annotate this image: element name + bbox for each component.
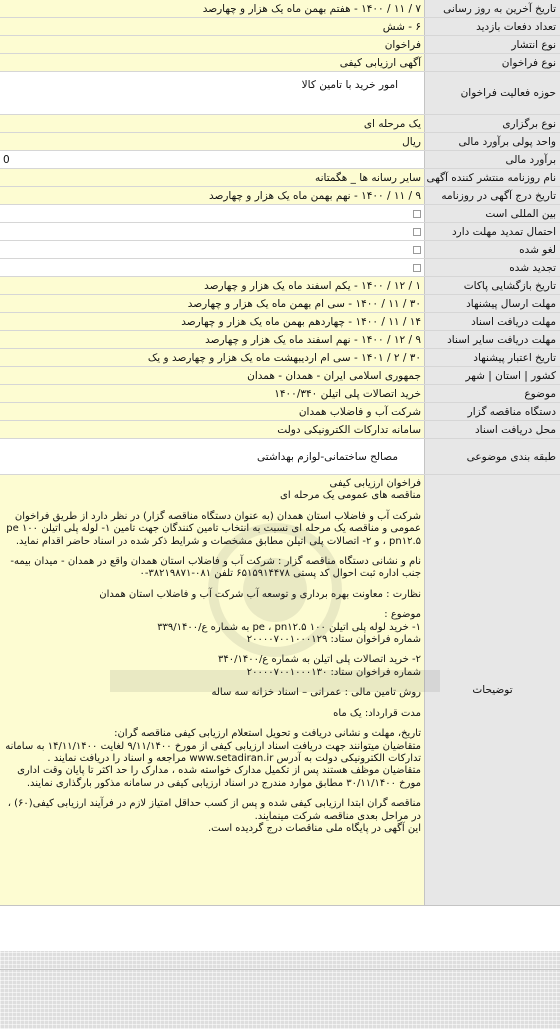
value-call-type: آگهی ارزیابی کیفی [0,54,424,71]
row-activity-area [0,72,560,115]
cancelled-checkbox[interactable] [413,246,421,254]
description-paragraph: تاریخ، مهلت و نشانی دریافت و تحویل استعلام ارزیابی کیفی مناقصه گران: متقاضیان میتوانند جهت دریافت اسناد ارزیابی کیفی از مورخ ۹/۱۱/۱۴۰۰ لغایت ۱۴/۱۱/۱۴۰۰ به سامانه تدارکات الکترونیکی دولت به آدرس www.setadiran.ir مراجعه و اسناد را دریافت نمایند . متقاضیان موظف هستند پس از تکمیل مدارک خواسته شده ، مدارک را حد اکثر تا پایان وقت اداری مورخ ۳۰/۱۱/۱۴۰۰ مطابق موارد مندرج در اسناد ارزیابی کیفی در سامانه مذکور بارگذاری نمایند. [5,728,421,789]
label-ad-date: تاریخ درج آگهی در روزنامه [424,187,560,204]
description-paragraph: مناقصه گران ابتدا ارزیابی کیفی شده و پس از کسب حداقل امتیاز لازم در فرآیند ارزیابی کیفی(۶۰) ، در مراحل بعدی مناقصه شرکت مینمایند. این آگهی در پایگاه ملی مناقصات درج گردیده است. [7,798,421,834]
description-paragraph: نظارت : معاونت بهره برداری و توسعه آب شرکت آب و فاضلاب استان همدان [99,588,421,600]
row-other-docs [0,331,560,349]
description-paragraph: نام و نشانی دستگاه مناقصه گزار : شرکت آب و فاضلاب استان همدان واقع در همدان - میدان بیمه- جنب اداره ثبت احوال کد پستی ۶۵۱۵۹۱۴۴۷۸ تلفن ۰۸۱-۳۸۲۱۹۸۷۱-۰ [7,556,421,580]
value-international [0,205,424,222]
description-paragraph: مدت قرارداد: یک ماه [333,707,421,719]
description-paragraph: روش تامین مالی : عمرانی – اسناد خزانه سه ساله [211,687,421,699]
description-paragraph: موضوع : ۱- خرید لوله پلی اتیلن ۱۰۰ pe ، pn۱۲.۵ به شماره ع/۳۳۹/۱۴۰۰ شماره فراخوان ستاد: ۲۰۰۰۰۷۰۰۱۰۰۰۱۲۹ [157,609,421,646]
label-holding-type: نوع برگزاری [424,115,560,132]
value-holding-type: یک مرحله ای [0,115,424,132]
row-last-update [0,0,560,18]
label-call-type: نوع فراخوان [424,54,560,71]
description-paragraph: ۲- خرید اتصالات پلی اتیلن به شماره ع/۳۴۰/۱۴۰۰ شماره فراخوان ستاد: ۲۰۰۰۰۷۰۰۱۰۰۰۱۳۰ [217,654,421,678]
row-cancelled [0,241,560,259]
row-ad-date [0,187,560,205]
label-subject: موضوع [424,385,560,402]
label-opening: تاریخ بازگشایی پاکات [424,277,560,294]
row-description [0,475,560,906]
extension-checkbox[interactable] [413,228,421,236]
description-paragraph: فراخوان ارزیابی کیفی مناقصه های عمومی یک مرحله ای [280,478,421,502]
renewed-checkbox[interactable] [413,264,421,272]
label-cancelled: لغو شده [424,241,560,258]
label-other-docs: مهلت دریافت سایر اسناد [424,331,560,348]
label-extension: احتمال تمدید مهلت دارد [424,223,560,240]
label-currency: واحد پولی برآورد مالی [424,133,560,150]
value-currency: ریال [0,133,424,150]
label-category: طبقه بندی موضوعی [424,439,560,474]
value-doc-place: سامانه تدارکات الکترونیکی دولت [0,421,424,438]
label-organizer: دستگاه مناقصه گزار [424,403,560,420]
row-validity [0,349,560,367]
row-newspaper [0,169,560,187]
row-estimate [0,151,560,169]
row-doc-deadline [0,313,560,331]
value-estimate: 0 [0,151,424,168]
value-doc-deadline: ۱۴ / ۱۱ / ۱۴۰۰ - چهاردهم بهمن ماه یک هزار و چهارصد [0,313,424,330]
value-visit-count: ۶ - شش [0,18,424,35]
label-doc-deadline: مهلت دریافت اسناد [424,313,560,330]
label-renewed: تجدید شده [424,259,560,276]
value-activity-area: امور خرید با تامین کالا [0,72,424,114]
row-call-type [0,54,560,72]
label-doc-place: محل دریافت اسناد [424,421,560,438]
label-activity-area: حوزه فعالیت فراخوان [424,72,560,114]
label-estimate: برآورد مالی [424,151,560,168]
label-validity: تاریخ اعتبار پیشنهاد [424,349,560,366]
label-description: توضیحات [424,475,560,905]
row-currency [0,133,560,151]
page-background-footer [0,951,560,1029]
row-doc-place [0,421,560,439]
row-subject [0,385,560,403]
value-extension [0,223,424,240]
value-validity: ۳۰ / ۲ / ۱۴۰۱ - سی ام اردیبهشت ماه یک هزار و چهارصد و یک [0,349,424,366]
row-international [0,205,560,223]
value-organizer: شرکت آب و فاضلاب همدان [0,403,424,420]
row-publish-type [0,36,560,54]
label-visit-count: تعداد دفعات بازدید [424,18,560,35]
label-international: بین المللی است [424,205,560,222]
label-location: کشور | استان | شهر [424,367,560,384]
description-paragraph: شرکت آب و فاضلاب استان همدان (به عنوان دستگاه مناقصه گزار) در نظر دارد از طریق فراخوان عمومی و مناقصه یک مرحله ای نسبت به انتخاب تامین کنندگان جهت تامین ۱- لوله پلی اتیلن ۱۰۰ pe ، pn۱۲.۵ و ۲- اتصالات پلی اتیلن مطابق مشخصات و شرایط ذکر شده در اسناد حاضر اقدام نماید. [3,510,421,547]
value-other-docs: ۹ / ۱۲ / ۱۴۰۰ - نهم اسفند ماه یک هزار و چهارصد [0,331,424,348]
value-ad-date: ۹ / ۱۱ / ۱۴۰۰ - نهم بهمن ماه یک هزار و چهارصد [0,187,424,204]
value-submit-deadline: ۳۰ / ۱۱ / ۱۴۰۰ - سی ام بهمن ماه یک هزار و چهارصد [0,295,424,312]
row-location [0,367,560,385]
row-extension [0,223,560,241]
row-holding-type [0,115,560,133]
row-organizer [0,403,560,421]
label-last-update: تاریخ آخرین به روز رسانی [424,0,560,17]
value-category: مصالح ساختمانی-لوازم بهداشتی [0,439,424,474]
value-newspaper: سایر رسانه ها _ هگمتانه [0,169,424,186]
label-newspaper: نام روزنامه منتشر کننده آگهی [424,169,560,186]
value-opening: ۱ / ۱۲ / ۱۴۰۰ - یکم اسفند ماه یک هزار و چهارصد [0,277,424,294]
label-submit-deadline: مهلت ارسال پیشنهاد [424,295,560,312]
value-last-update: ۷ / ۱۱ / ۱۴۰۰ - هفتم بهمن ماه یک هزار و چهارصد [0,0,424,17]
row-submit-deadline [0,295,560,313]
value-subject: خرید اتصالات پلی اتیلن ۱۴۰۰/۳۴۰ [0,385,424,402]
value-cancelled [0,241,424,258]
row-category [0,439,560,475]
label-publish-type: نوع انتشار [424,36,560,53]
value-location: جمهوری اسلامی ایران - همدان - همدان [0,367,424,384]
international-checkbox[interactable] [413,210,421,218]
description-text [0,475,424,905]
value-publish-type: فراخوان [0,36,424,53]
value-renewed [0,259,424,276]
row-renewed [0,259,560,277]
row-visit-count [0,18,560,36]
row-opening [0,277,560,295]
